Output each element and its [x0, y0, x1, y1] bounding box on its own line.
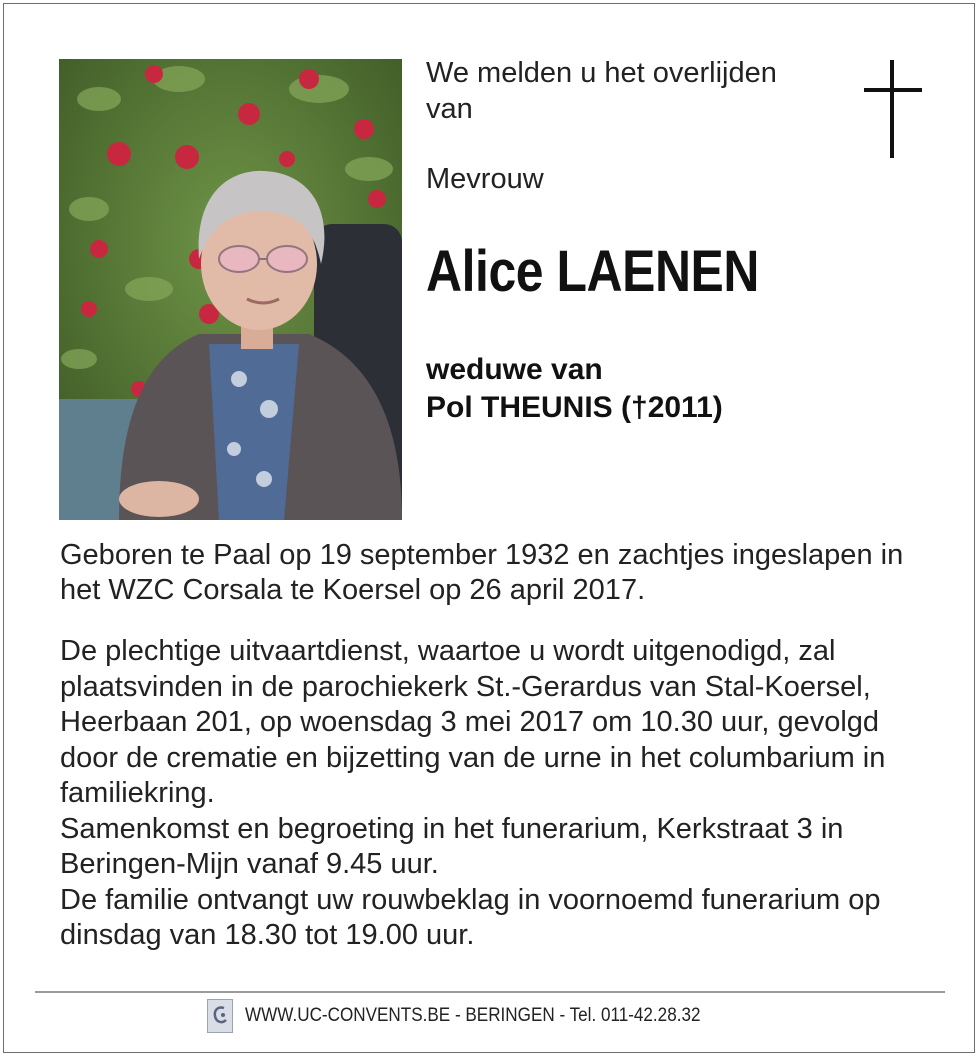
condolences-text: De familie ontvangt uw rouwbeklag in voornoemd funerarium op dinsdag van 18.30 tot 19.00 uur.: [60, 883, 881, 951]
relation-line-1: weduwe van: [426, 353, 603, 386]
intro-text: We melden u het overlijden van: [426, 57, 777, 125]
footer: [207, 998, 751, 1034]
cross-icon: [864, 60, 922, 158]
footer-divider: [35, 991, 945, 993]
funeral-service-text: De plechtige uitvaartdienst, waartoe u wordt uitgenodigd, zal plaatsvinden in de parochiekerk St.-Gerardus van Stal-Koersel, Heerbaan 201, op woensdag 3 mei 2017 om 10.30 uur, gevolgd door de crematie en bijzetting van de urne in het columbarium in familiekring.: [60, 635, 886, 809]
gathering-text: Samenkomst en begroeting in het funerarium, Kerkstraat 3 in Beringen-Mijn vanaf 9.45 uur.: [60, 812, 844, 880]
portrait-photo: [59, 59, 402, 520]
funeral-home-logo-icon: [207, 999, 233, 1033]
footer-contact: WWW.UC-CONVENTS.BE - BERINGEN - Tel. 011-42.28.32: [245, 1005, 701, 1026]
relation-line-2: Pol THEUNIS (†2011): [426, 391, 723, 424]
funeral-details: [60, 634, 940, 954]
birth-text: Geboren te Paal op 19 september 1932 en zachtjes ingeslapen in het WZC Corsala te Koersel op 26 april 2017.: [60, 539, 904, 606]
honorific: Mevrouw: [426, 163, 544, 195]
deceased-name: Alice LAENEN: [426, 239, 759, 304]
relation-block: [426, 351, 723, 427]
